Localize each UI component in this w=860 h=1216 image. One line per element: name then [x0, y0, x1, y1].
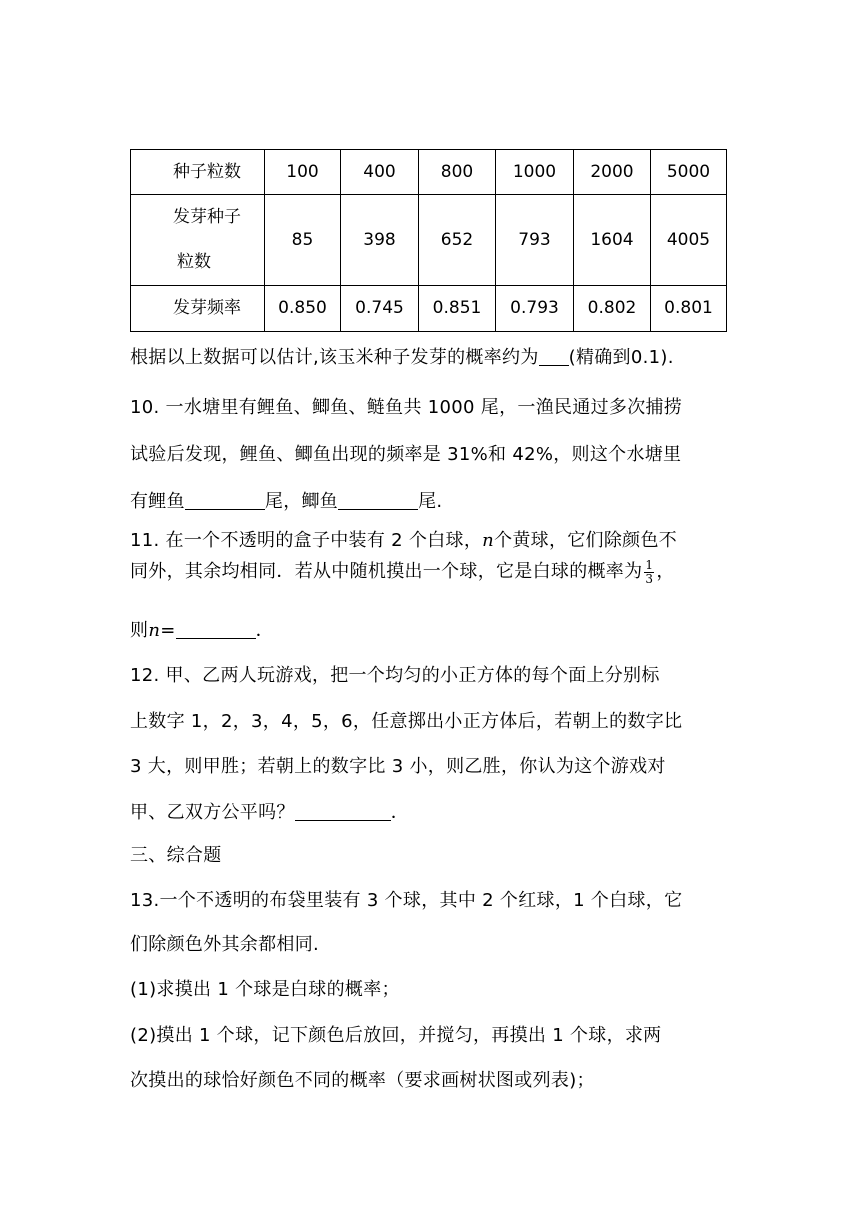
table-cell: 0.850 [265, 286, 341, 332]
table-row [131, 195, 727, 286]
q9-text: 根据以上数据可以估计,该玉米种子发芽的概率约为 [130, 347, 539, 368]
table-cell: 398 [341, 195, 419, 286]
variable-n: n [482, 530, 495, 551]
q12-text: ． [390, 802, 410, 823]
q10-line-2: 试验后发现，鲤鱼、鲫鱼出现的频率是 31%和 42%，则这个水塘里 [130, 444, 682, 465]
q11-line-2 [130, 557, 675, 586]
answer-blank [185, 491, 265, 510]
q13-part-1: (1)求摸出 1 个球是白球的概率； [130, 979, 400, 1000]
table-cell: 400 [341, 150, 419, 195]
fraction-denominator: 3 [645, 571, 654, 586]
seed-germination-table [130, 149, 727, 332]
answer-blank [176, 620, 256, 639]
row-header-line2: 粒数 [177, 252, 211, 272]
q11-text: ， [656, 561, 675, 582]
table-cell: 0.745 [341, 286, 419, 332]
table-cell: 4005 [651, 195, 727, 286]
row-header: 种子粒数 [131, 150, 265, 195]
answer-blank [338, 491, 418, 510]
row-header [131, 195, 265, 286]
table-cell: 85 [265, 195, 341, 286]
q11-text: 11. 在一个不透明的盒子中装有 2 个白球， [130, 530, 483, 551]
table-cell: 0.793 [496, 286, 574, 332]
q13-part-2-line-1: (2)摸出 1 个球，记下颜色后放回，并搅匀，再摸出 1 个球，求两 [130, 1025, 662, 1046]
q10-line-3 [130, 487, 442, 513]
q9-line [130, 343, 674, 369]
row-header-line1: 发芽种子 [173, 207, 241, 227]
table-row [131, 150, 727, 195]
q12-text: 甲、乙双方公平吗？ [130, 802, 295, 823]
table-cell: 800 [419, 150, 496, 195]
answer-blank [539, 347, 569, 366]
table-cell: 1000 [496, 150, 574, 195]
q10-line-1: 10. 一水塘里有鲤鱼、鲫鱼、鲢鱼共 1000 尾，一渔民通过多次捕捞 [130, 397, 683, 418]
table-cell: 5000 [651, 150, 727, 195]
q11-text: 个黄球，它们除颜色不 [494, 530, 678, 551]
table-cell: 0.801 [651, 286, 727, 332]
q12-line-3: 3 大，则甲胜；若朝上的数字比 3 小，则乙胜，你认为这个游戏对 [130, 756, 666, 777]
table-cell: 652 [419, 195, 496, 286]
q11-text: 则 [130, 620, 149, 641]
q10-text: 尾，鲫鱼 [264, 491, 339, 512]
fraction [644, 559, 654, 586]
q11-text: = [160, 620, 176, 641]
table-row [131, 286, 727, 332]
q11-line-1 [130, 526, 677, 552]
section-heading: 三、综合题 [130, 845, 222, 866]
q11-text: ． [255, 620, 274, 641]
q10-text: 尾. [418, 491, 443, 512]
table-cell: 0.802 [574, 286, 651, 332]
table-cell: 100 [265, 150, 341, 195]
q13-line-1: 13.一个不透明的布袋里装有 3 个球，其中 2 个红球，1 个白球，它 [130, 890, 683, 911]
q12-line-1: 12. 甲、乙两人玩游戏，把一个均匀的小正方体的每个面上分别标 [130, 665, 660, 686]
q12-line-2: 上数字 1，2，3，4，5，6，任意掷出小正方体后，若朝上的数字比 [130, 711, 683, 732]
q11-text: 同外，其余均相同．若从中随机摸出一个球，它是白球的概率为 [130, 561, 643, 582]
q10-text: 有鲤鱼 [130, 491, 185, 512]
variable-n: n [148, 620, 161, 641]
q9-text-end: (精确到0.1). [568, 347, 674, 368]
row-header: 发芽频率 [131, 286, 265, 332]
q13-part-2-line-2: 次摸出的球恰好颜色不同的概率（要求画树状图或列表)； [130, 1070, 595, 1091]
table-cell: 1604 [574, 195, 651, 286]
q11-line-3 [130, 616, 274, 642]
table-cell: 793 [496, 195, 574, 286]
table-cell: 0.851 [419, 286, 496, 332]
table-cell: 2000 [574, 150, 651, 195]
fraction-numerator: 1 [645, 557, 654, 572]
answer-blank [295, 802, 391, 821]
q13-line-2: 们除颜色外其余都相同. [130, 934, 320, 955]
q12-line-4 [130, 798, 409, 824]
